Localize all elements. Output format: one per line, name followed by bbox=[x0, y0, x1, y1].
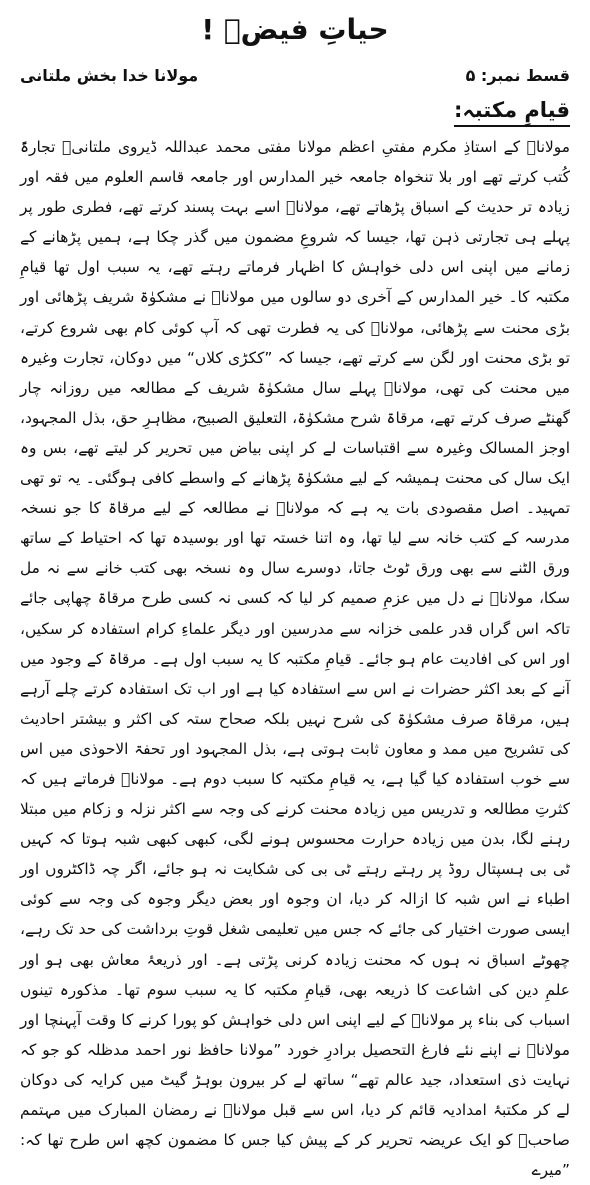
body-paragraph: مولاناؒ کے استاذِ مکرم مفتیِ اعظم مولانا مفتی محمد عبداللہ ڈیروی ملتانیؒ تجارۃً کُتب کرتے تھے اور بلا تنخواہ جامعہ خیر المدارس اور جامعہ قاسم العلوم میں فقہ اور زیادہ تر حدیث کے اسباق پڑھاتے تھے، مولاناؒ اسے بہت پسند کرتے تھے، فطری طور پر پہلے ہی تجارتی ذہن تھا، جیسا کہ شروعِ مضمون میں گذر چکا ہے، ہمیں پڑھانے کے زمانے میں اپنی اس دلی خواہش کا اظہار فرماتے رہتے تھے، یہ سبب اول تھا قیامِ مکتبہ کا۔ خیر المدارس کے آخری دو سالوں میں مولاناؒ نے مشکوٰۃ شریف پڑھائی اور بڑی محنت سے پڑھائی، مولاناؒ کی یہ فطرت تھی کہ آپ کوئی کام بھی شروع کرتے، تو بڑی محنت اور لگن سے کرتے تھے، جیسا کہ ”ککڑی کلاں“ میں دوکان، تجارت وغیرہ میں محنت کی تھی، مولاناؒ پہلے سال مشکوٰۃ شریف کے مطالعہ میں روزانہ چار گھنٹے صرف کرتے تھے، مرقاۃ شرح مشکوٰۃ، التعلیق الصبیح، مظاہرِ حق، بذل المجہود، اوجز المسالک وغیرہ سے اقتباسات لے کر اپنی بیاض میں تحریر کر لیتے تھے، بس وہ ایک سال کی محنت ہمیشہ کے لیے مشکوٰۃ پڑھانے کے واسطے کافی ہوگئی۔ یہ تو تھی تمہید۔ اصل مقصودی بات یہ ہے کہ مولاناؒ نے مطالعہ کے لیے مرقاۃ کا جو نسخہ مدرسہ کے کتب خانہ سے لیا تھا، وہ اتنا خستہ تھا اور بوسیدہ تھا کہ احتیاط کے ساتھ ورق الٹنے سے بھی ورق ٹوٹ جاتا، دوسرے سال وہ نسخہ بھی کتب خانے سے نہ مل سکا، مولاناؒ نے دل میں عزمِ صمیم کر لیا کہ کسی نہ کسی طرح مرقاۃ چھاپی جائے تاکہ اس گراں قدر علمی خزانہ سے مدرسین اور دیگر علماءِ کرام استفادہ کر سکیں، اور اس کی افادیت عام ہو جائے۔ قیامِ مکتبہ کا یہ سبب اول ہے۔ مرقاۃ کے وجود میں آنے کے بعد اکثر حضرات نے اس سے استفادہ کیا ہے اور اب تک استفادہ کرتے چلے آرہے ہیں، مرقاۃ صرف مشکوٰۃ کی شرح نہیں بلکہ صحاح ستہ کی اکثر و بیشتر احادیث کی تشریح میں ممد و معاون ثابت ہوتی ہے، بذل المجہود اور تحفۃ الاحوذی میں اس سے خوب استفادہ کیا گیا ہے، یہ قیامِ مکتبہ کا سبب دوم ہے۔ مولاناؒ فرماتے ہیں کہ کثرتِ مطالعہ و تدریس میں زیادہ محنت کرنے کی وجہ سے اکثر نزلہ و زکام میں مبتلا رہنے لگا، بدن میں زیادہ حرارت محسوس ہونے لگی، کبھی کبھی شبہ ہوتا کہ کہیں ٹی بی ہسپتال روڈ پر رہتے رہتے ٹی بی کی شکایت نہ ہو جائے، اگر چہ ڈاکٹروں اور اطباء نے اس شبہ کا ازالہ کر دیا، ان وجوہ اور بعض دیگر وجوہ کی وجہ سے کوئی ایسی صورت اختیار کی جائے کہ جس میں تعلیمی شغل قوتِ برداشت کی حد تک رہے، چھوٹے اسباق نہ ہوں کہ محنت زیادہ کرنی پڑتی ہے۔ اور ذریعۂ معاش بھی ہو اور علمِ دین کی اشاعت کا ذریعہ بھی، قیامِ مکتبہ کا یہ سبب سوم تھا۔ مذکورہ تینوں اسباب کی بناء پر مولاناؒ کے لیے اپنی اس دلی خواہش کو پورا کرنے کا وقت آپہنچا اور مولاناؒ نے اپنے نئے فارغ التحصیل برادرِ خورد ”مولانا حافظ نور احمد مدظلہ کو جو کہ نہایت ذی استعداد، جید عالم تھے“ ساتھ لے کر بیرون بوہڑ گیٹ میں کرایہ کی دوکان لے کر مکتبۂ امدادیہ قائم کر دیا، اس سے قبل مولاناؒ نے رمضان المبارک میں مہتمم صاحبؒ کو ایک عریضہ تحریر کر کے پیش کیا جس کا مضمون کچھ اس طرح تھا کہ: ”میرے bbox=[20, 138, 570, 1180]
article-title: حیاتِ فیضؒ ! bbox=[201, 13, 389, 46]
installment-number: قسط نمبر: ۵ bbox=[465, 65, 570, 85]
article-body bbox=[20, 132, 570, 1185]
author-name: مولانا خدا بخش ملتانی bbox=[20, 65, 199, 85]
article-meta bbox=[20, 62, 570, 88]
section-heading: قیامِ مکتبہ: bbox=[454, 96, 570, 127]
